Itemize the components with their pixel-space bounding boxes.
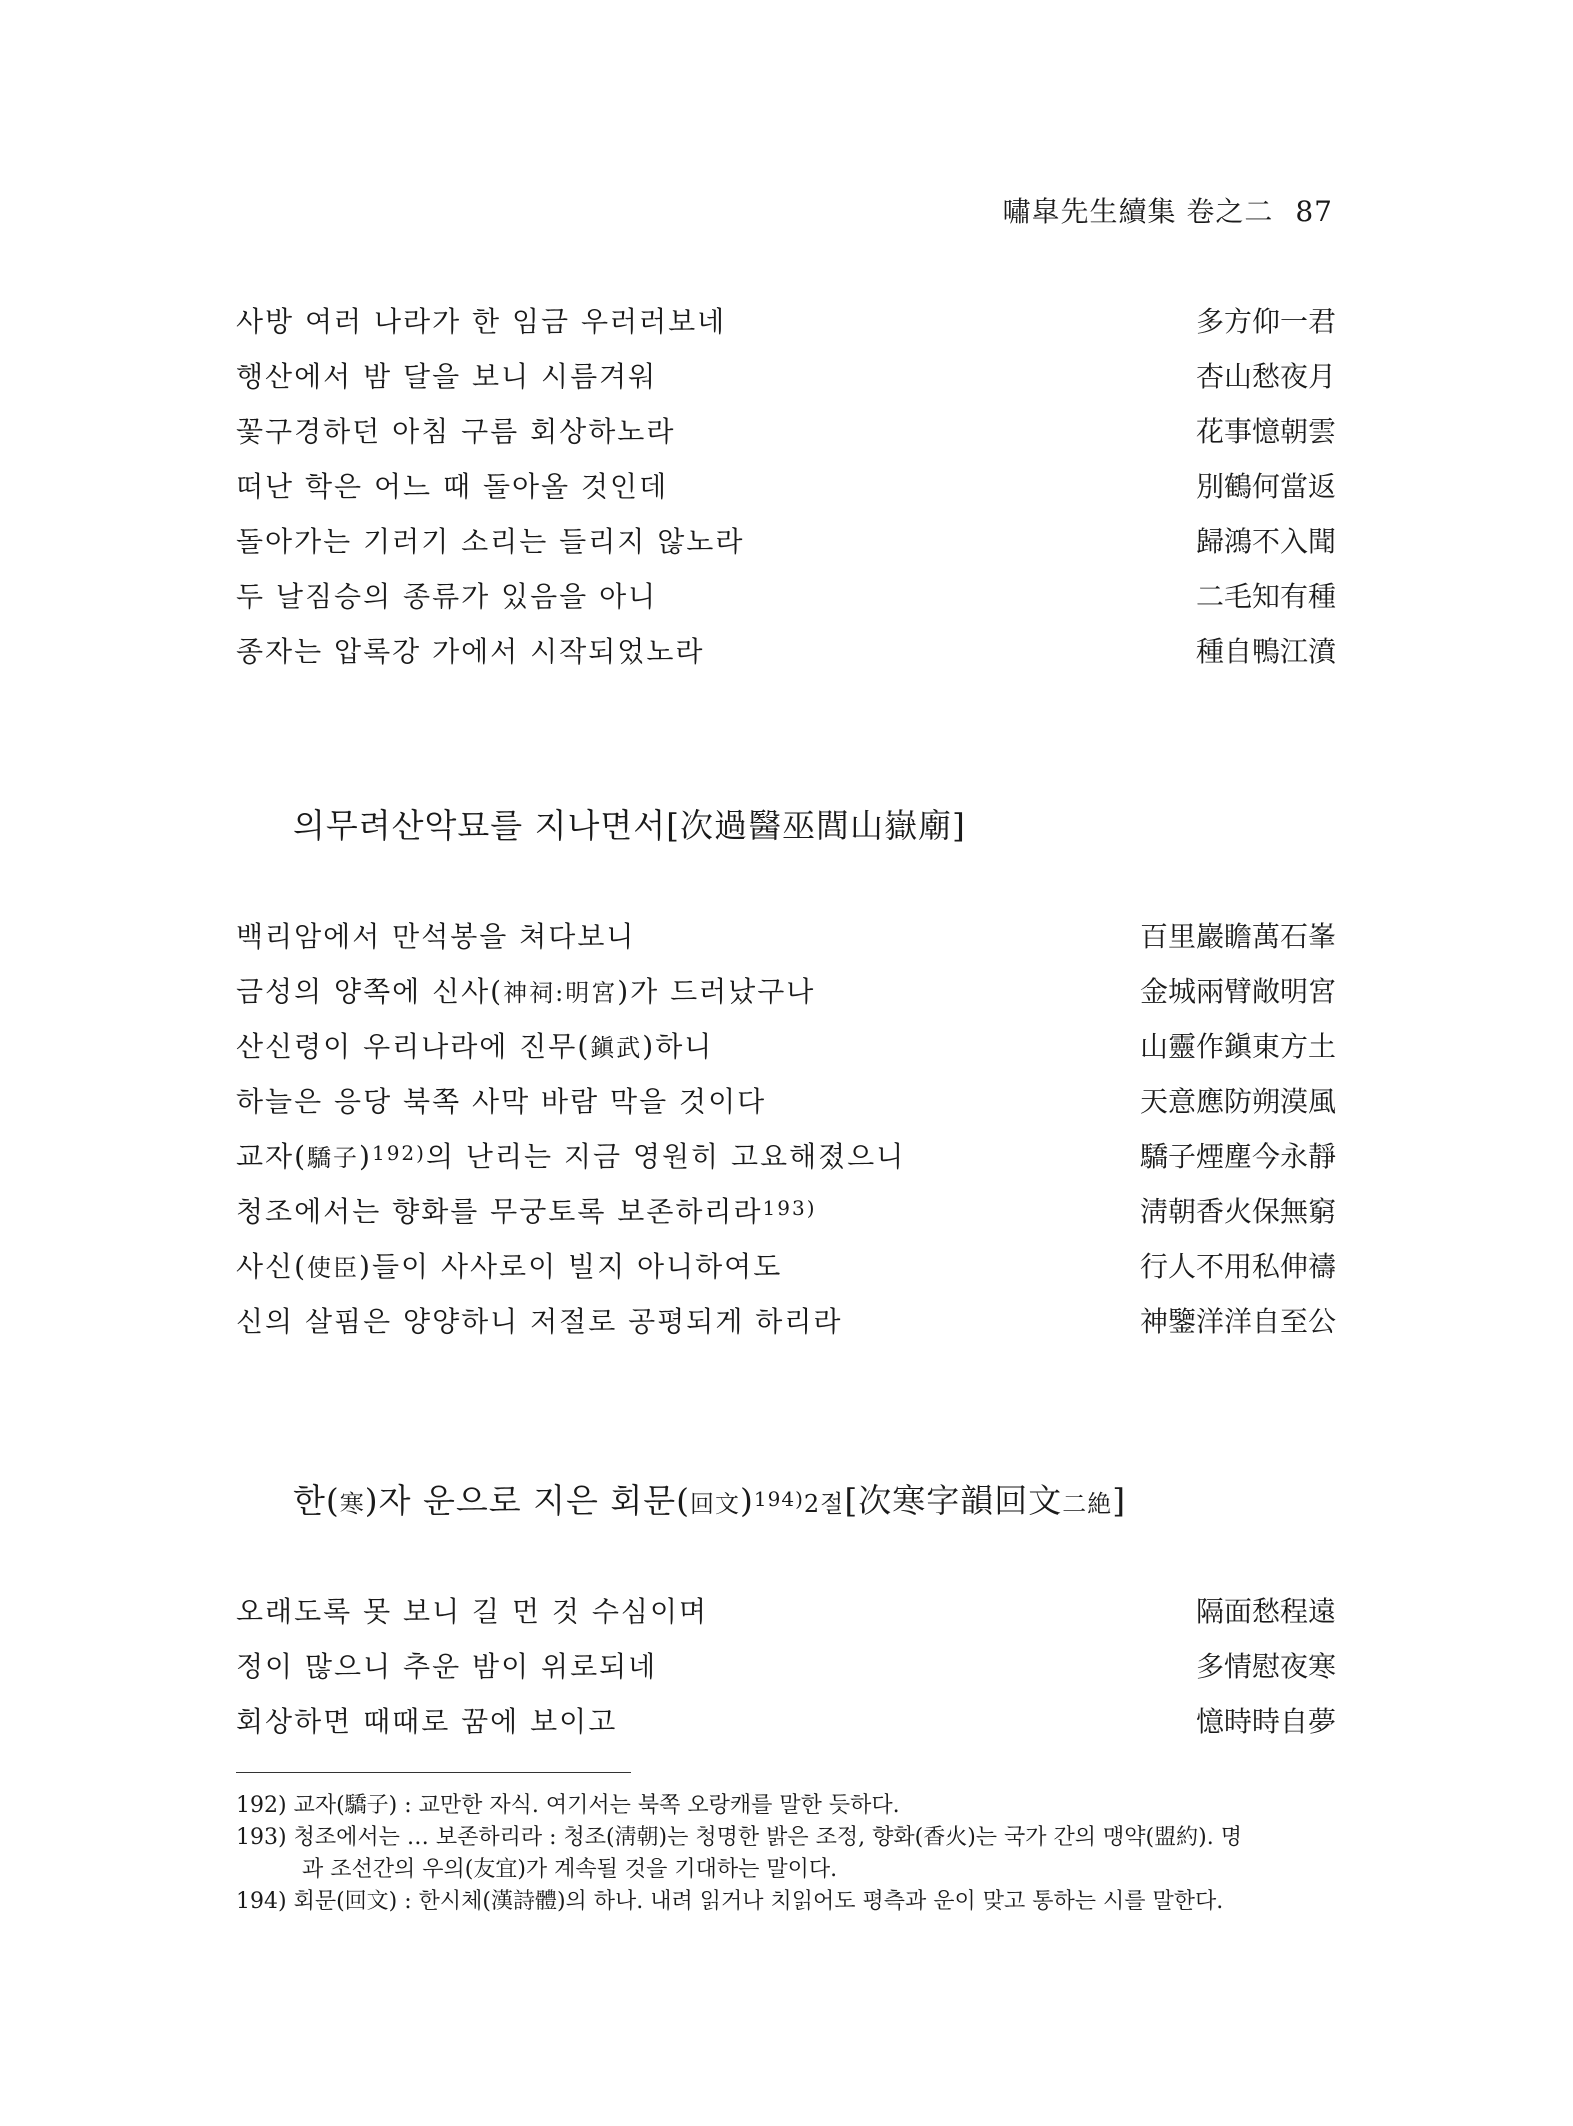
korean-text: 정이 많으니 추운 밤이 위로되네 — [236, 1650, 658, 1683]
korean-text: 꽃구경하던 아침 구름 회상하노라 — [236, 415, 676, 448]
poem-2-title — [293, 800, 966, 847]
poem-line — [236, 1245, 1336, 1300]
title-segment: ) — [740, 1481, 754, 1520]
hanja-gloss: 神祠:明宮 — [503, 979, 618, 1007]
title-count: 2절 — [803, 1490, 845, 1518]
running-header — [1002, 190, 1333, 230]
poem-line — [236, 1645, 1336, 1700]
korean-text: 종자는 압록강 가에서 시작되었노라 — [236, 635, 705, 668]
hanja-gloss: 驕子 — [307, 1144, 360, 1172]
poem-line — [236, 1700, 1336, 1755]
footnote-ref[interactable]: 193) — [762, 1196, 817, 1220]
korean-segment: ) — [359, 1140, 372, 1173]
book-title: 嘯皐先生續集 卷之二 — [1002, 195, 1274, 228]
title-hanja: ] — [1112, 1481, 1127, 1520]
hanja-text: 神鑒洋洋自至公 — [1139, 1305, 1336, 1338]
poem-line — [236, 1135, 1336, 1190]
poem-line — [236, 410, 1336, 465]
hanja-gloss: 使臣 — [307, 1254, 360, 1282]
hanja-text: 金城兩臂敞明宮 — [1139, 975, 1336, 1008]
hanja-text: 百里巖瞻萬石峯 — [1139, 920, 1336, 953]
korean-text — [236, 1025, 713, 1065]
hanja-gloss: 鎭武 — [590, 1034, 643, 1062]
title-segment: )자 운으로 지은 회문( — [364, 1481, 691, 1520]
poem-1 — [236, 300, 1336, 685]
footnote-text: 192) 교자(驕子) : 교만한 자식. 여기서는 북쪽 오랑캐를 말한 듯하다. — [236, 1793, 900, 1818]
korean-text: 오래도록 못 보니 길 먼 것 수심이며 — [236, 1595, 709, 1628]
korean-text — [236, 1080, 766, 1120]
korean-text — [236, 1190, 817, 1230]
hanja-text: 山靈作鎭東方土 — [1139, 1030, 1336, 1063]
korean-segment: )들이 사사로이 빌지 아니하여도 — [359, 1250, 783, 1283]
hanja-text: 憶時時自夢 — [1195, 1705, 1336, 1738]
korean-text: 행산에서 밤 달을 보니 시름겨워 — [236, 360, 658, 393]
hanja-text: 驕子煙塵今永靜 — [1139, 1140, 1336, 1173]
poem-line — [236, 1300, 1336, 1355]
korean-text: 돌아가는 기러기 소리는 들리지 않노라 — [236, 525, 745, 558]
korean-segment: 백리암에서 만석봉을 쳐다보니 — [236, 920, 636, 953]
title-hanja: [次過醫巫閭山嶽廟] — [666, 806, 966, 845]
footnote-divider — [236, 1772, 631, 1773]
footnotes — [236, 1790, 1336, 1918]
title-segment: 한( — [293, 1481, 340, 1520]
poem-line — [236, 1190, 1336, 1245]
hanja-text: 二毛知有種 — [1195, 580, 1336, 613]
page-number: 87 — [1295, 195, 1333, 228]
poem-line — [236, 575, 1336, 630]
title-hanja-small: 二絶 — [1062, 1490, 1113, 1518]
hanja-text: 行人不用私伸禱 — [1139, 1250, 1336, 1283]
korean-text — [236, 915, 635, 955]
hanja-text: 花事憶朝雲 — [1195, 415, 1336, 448]
hanja-text: 天意應防朔漠風 — [1139, 1085, 1336, 1118]
hanja-text: 種自鴨江濆 — [1195, 635, 1336, 668]
title-korean: 의무려산악묘를 지나면서 — [293, 806, 667, 845]
korean-segment: )가 드러났구나 — [617, 975, 816, 1008]
poem-line — [236, 630, 1336, 685]
korean-text — [236, 1300, 842, 1340]
korean-text: 사방 여러 나라가 한 임금 우러러보네 — [236, 305, 727, 338]
poem-3 — [236, 1590, 1336, 1755]
hanja-text: 別鶴何當返 — [1195, 470, 1336, 503]
korean-text — [236, 1135, 905, 1175]
title-gloss: 回文 — [690, 1490, 741, 1518]
hanja-text: 多情慰夜寒 — [1195, 1650, 1336, 1683]
korean-text — [236, 970, 815, 1010]
footnote-192 — [236, 1790, 1336, 1822]
poem-line — [236, 1025, 1336, 1080]
poem-line — [236, 1080, 1336, 1135]
korean-segment: 금성의 양쪽에 신사( — [236, 975, 504, 1008]
title-gloss: 寒 — [339, 1490, 365, 1518]
poem-line — [236, 970, 1336, 1025]
korean-text: 떠난 학은 어느 때 돌아올 것인데 — [236, 470, 669, 503]
poem-line — [236, 915, 1336, 970]
footnote-text: 193) 청조에서는 … 보존하리라 : 청조(淸朝)는 청명한 밝은 조정, 향화(香火)는 국가 간의 맹약(盟約). 명 — [236, 1825, 1242, 1850]
hanja-text: 淸朝香火保無窮 — [1139, 1195, 1336, 1228]
poem-3-title — [293, 1475, 1126, 1522]
korean-text: 두 날짐승의 종류가 있음을 아니 — [236, 580, 658, 613]
title-hanja: [次寒字韻回文 — [844, 1481, 1063, 1520]
korean-segment: 신의 살핌은 양양하니 저절로 공평되게 하리라 — [236, 1305, 843, 1338]
hanja-text: 隔面愁程遠 — [1195, 1595, 1336, 1628]
korean-text: 회상하면 때때로 꿈에 보이고 — [236, 1705, 618, 1738]
footnote-continuation: 과 조선간의 우의(友宜)가 계속될 것을 기대하는 말이다. — [302, 1857, 838, 1882]
poem-line — [236, 300, 1336, 355]
korean-text — [236, 1245, 782, 1285]
korean-segment: 의 난리는 지금 영원히 고요해졌으니 — [425, 1140, 906, 1173]
footnote-text: 194) 회문(回文) : 한시체(漢詩體)의 하나. 내려 읽거나 치읽어도 평측과 운이 맞고 통하는 시를 말한다. — [236, 1889, 1224, 1914]
korean-segment: 산신령이 우리나라에 진무( — [236, 1030, 591, 1063]
hanja-text: 杏山愁夜月 — [1195, 360, 1336, 393]
poem-line — [236, 520, 1336, 575]
korean-segment: 교자( — [236, 1140, 308, 1173]
korean-segment: 하늘은 응당 북쪽 사막 바람 막을 것이다 — [236, 1085, 767, 1118]
hanja-text: 歸鴻不入聞 — [1195, 525, 1336, 558]
footnote-193 — [236, 1822, 1336, 1886]
footnote-194 — [236, 1886, 1336, 1918]
korean-segment: 청조에서는 향화를 무궁토록 보존하리라 — [236, 1195, 763, 1228]
poem-line — [236, 465, 1336, 520]
poem-line — [236, 1590, 1336, 1645]
poem-line — [236, 355, 1336, 410]
korean-segment: 사신( — [236, 1250, 308, 1283]
footnote-ref[interactable]: 194) — [753, 1487, 804, 1511]
footnote-ref[interactable]: 192) — [371, 1141, 426, 1165]
korean-segment: )하니 — [642, 1030, 714, 1063]
poem-2 — [236, 915, 1336, 1355]
hanja-text: 多方仰一君 — [1195, 305, 1336, 338]
